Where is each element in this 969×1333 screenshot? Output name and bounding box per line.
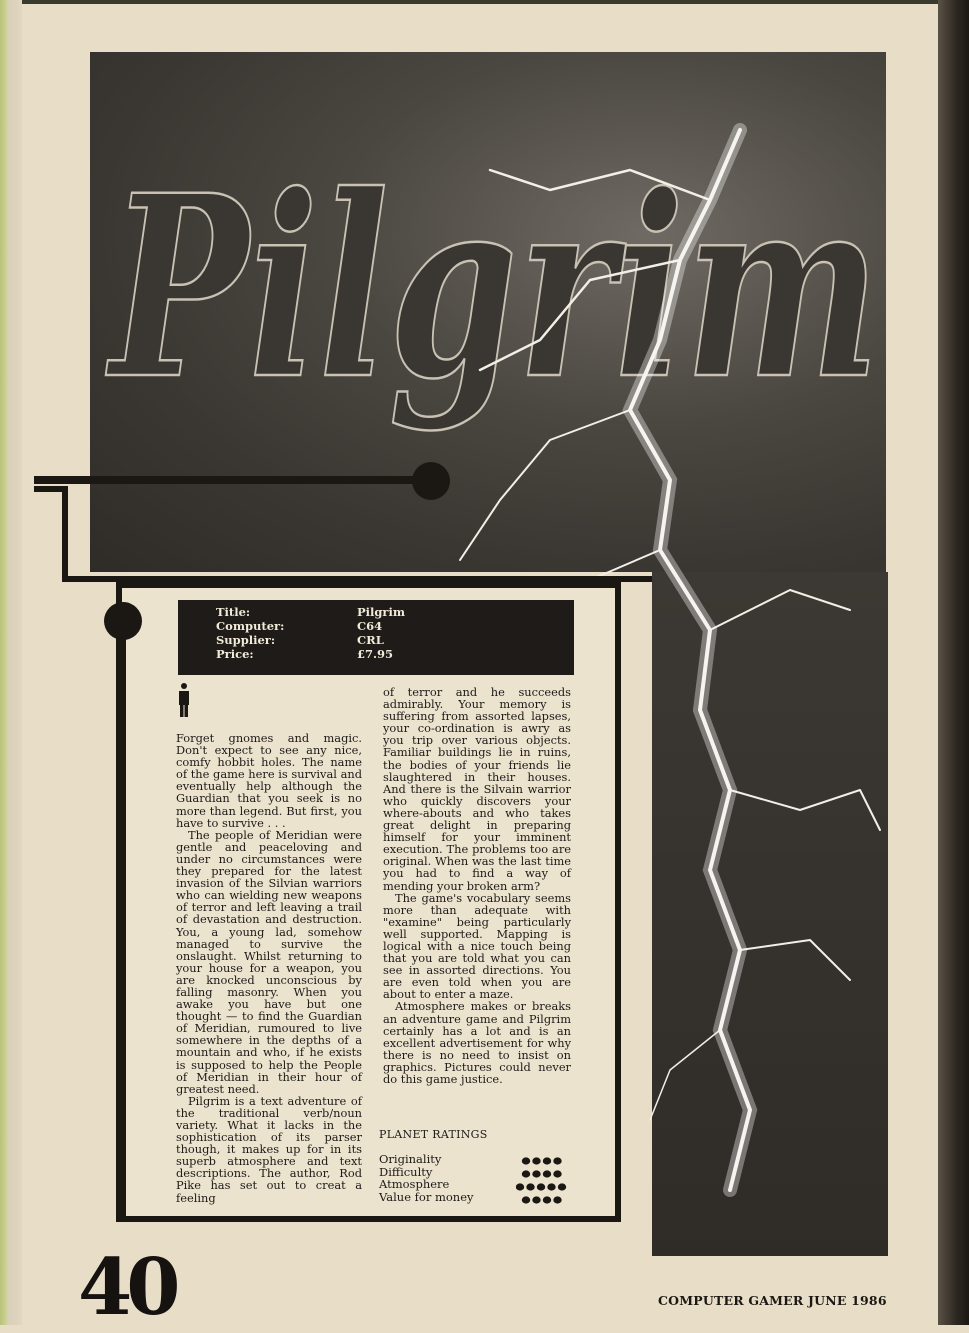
planet-rating-dot — [522, 1170, 530, 1177]
paragraph: of terror and he succeeds admirably. Your memory is suffering from assorted lapses, your co-ordination is awry as you trip over various objects. Familiar buildings lie in ruins, the bodies of your friends lie slaughtered in their houses. And there is the Silvain warrior who quickly discovers your where-abouts and who takes great delight in preparing himself for your imminent execution. The problems too are original. When was the last time you had to find a way of mending your broken arm? — [383, 685, 571, 893]
planet-rating-dot — [553, 1157, 561, 1164]
paragraph: The game's vocabulary seems more than adequate with "examine" being particularly well supported. Mapping is logical with a nice touch being that you are told what you can see in assorted directions. You are even told when you are about to enter a maze. — [383, 890, 571, 1002]
planet-rating-dot — [553, 1196, 561, 1203]
info-label: Title: — [216, 605, 251, 619]
info-label: Supplier: — [216, 633, 276, 647]
info-value: C64 — [357, 619, 383, 633]
info-value: Pilgrim — [357, 605, 406, 619]
planet-rating-dot — [543, 1196, 551, 1203]
rating-label: Difficulty — [379, 1164, 433, 1179]
paragraph: Pilgrim is a text adventure of the traditional verb/noun variety. What it lacks in the sophistication of its parser though, it makes up for in its superb atmosphere and text descriptions. The author, Rod Pike has set out to creat a feeling — [176, 1093, 362, 1205]
adjacent-page-edge — [938, 0, 969, 1325]
planet-rating-dot — [532, 1157, 540, 1164]
planet-rating-dot — [537, 1183, 545, 1190]
planet-rating-dot — [532, 1170, 540, 1177]
top-edge — [0, 0, 969, 4]
paragraph: The people of Meridian were gentle and peaceloving and under no circumstances were they prepared for the latest invasion of the Silvian warriors who can wielding new weapons of terror and left leaving a trail of devastation and destruction. You, a young lad, somehow managed to survive the onslaught. Whilst returning to your house for a weapon, you are knocked unconscious by falling masonry. When you awake you have but one thought — to find the Guardian of Meridian, rumoured to live somewhere in the depths of a mountain and who, if he exists is supposed to help the People of Meridian in their hour of greatest need. — [176, 827, 362, 1096]
info-value: CRL — [357, 633, 384, 647]
planet-rating-dot — [522, 1196, 530, 1203]
page-number: 40 — [78, 1242, 175, 1333]
rating-label: Originality — [379, 1152, 442, 1166]
person-icon — [176, 682, 192, 718]
planet-rating-dot — [558, 1183, 566, 1190]
page-edge — [0, 0, 22, 1325]
planet-rating-dot — [553, 1170, 561, 1177]
planet-rating-icons — [516, 1156, 572, 1208]
rating-label: Value for money — [379, 1190, 474, 1205]
planet-rating-dot — [516, 1183, 524, 1190]
card-bullet-stem — [120, 636, 126, 1222]
planet-rating-dot — [526, 1183, 534, 1190]
info-label: Computer: — [216, 619, 285, 633]
planet-rating-dot — [543, 1170, 551, 1177]
rule-corner-vertical — [62, 486, 68, 582]
article-column-1 — [176, 732, 362, 1204]
info-label: Price: — [216, 647, 254, 661]
footer-credit: COMPUTER GAMER JUNE 1986 — [658, 1293, 887, 1308]
rule-bullet-top — [412, 462, 450, 500]
rule-top — [34, 476, 430, 484]
rating-label: Atmosphere — [379, 1177, 450, 1192]
game-info-table — [178, 600, 574, 675]
card-bullet — [104, 602, 142, 640]
planet-rating-dot — [532, 1196, 540, 1203]
paragraph: Atmosphere makes or breaks an adventure game and Pilgrim certainly has a lot and is an excellent advertisement for why there is no need to insist on graphics. Pictures could never do this game justice. — [383, 999, 571, 1086]
article-column-2 — [383, 686, 571, 1085]
planet-rating-dot — [522, 1157, 530, 1164]
ratings-list — [379, 1153, 474, 1204]
planet-rating-dot — [543, 1157, 551, 1164]
paragraph: Forget gnomes and magic. Don't expect to see any nice, comfy hobbit holes. The name of the game here is survival and eventually help although the Guardian that you seek is no more than legend. But first, you have to survive . . . — [176, 731, 362, 830]
planet-rating-dot — [547, 1183, 555, 1190]
ratings-heading: PLANET RATINGS — [379, 1128, 488, 1141]
info-value: £7.95 — [357, 647, 394, 661]
title-art-text: Pilgrim — [105, 140, 880, 434]
